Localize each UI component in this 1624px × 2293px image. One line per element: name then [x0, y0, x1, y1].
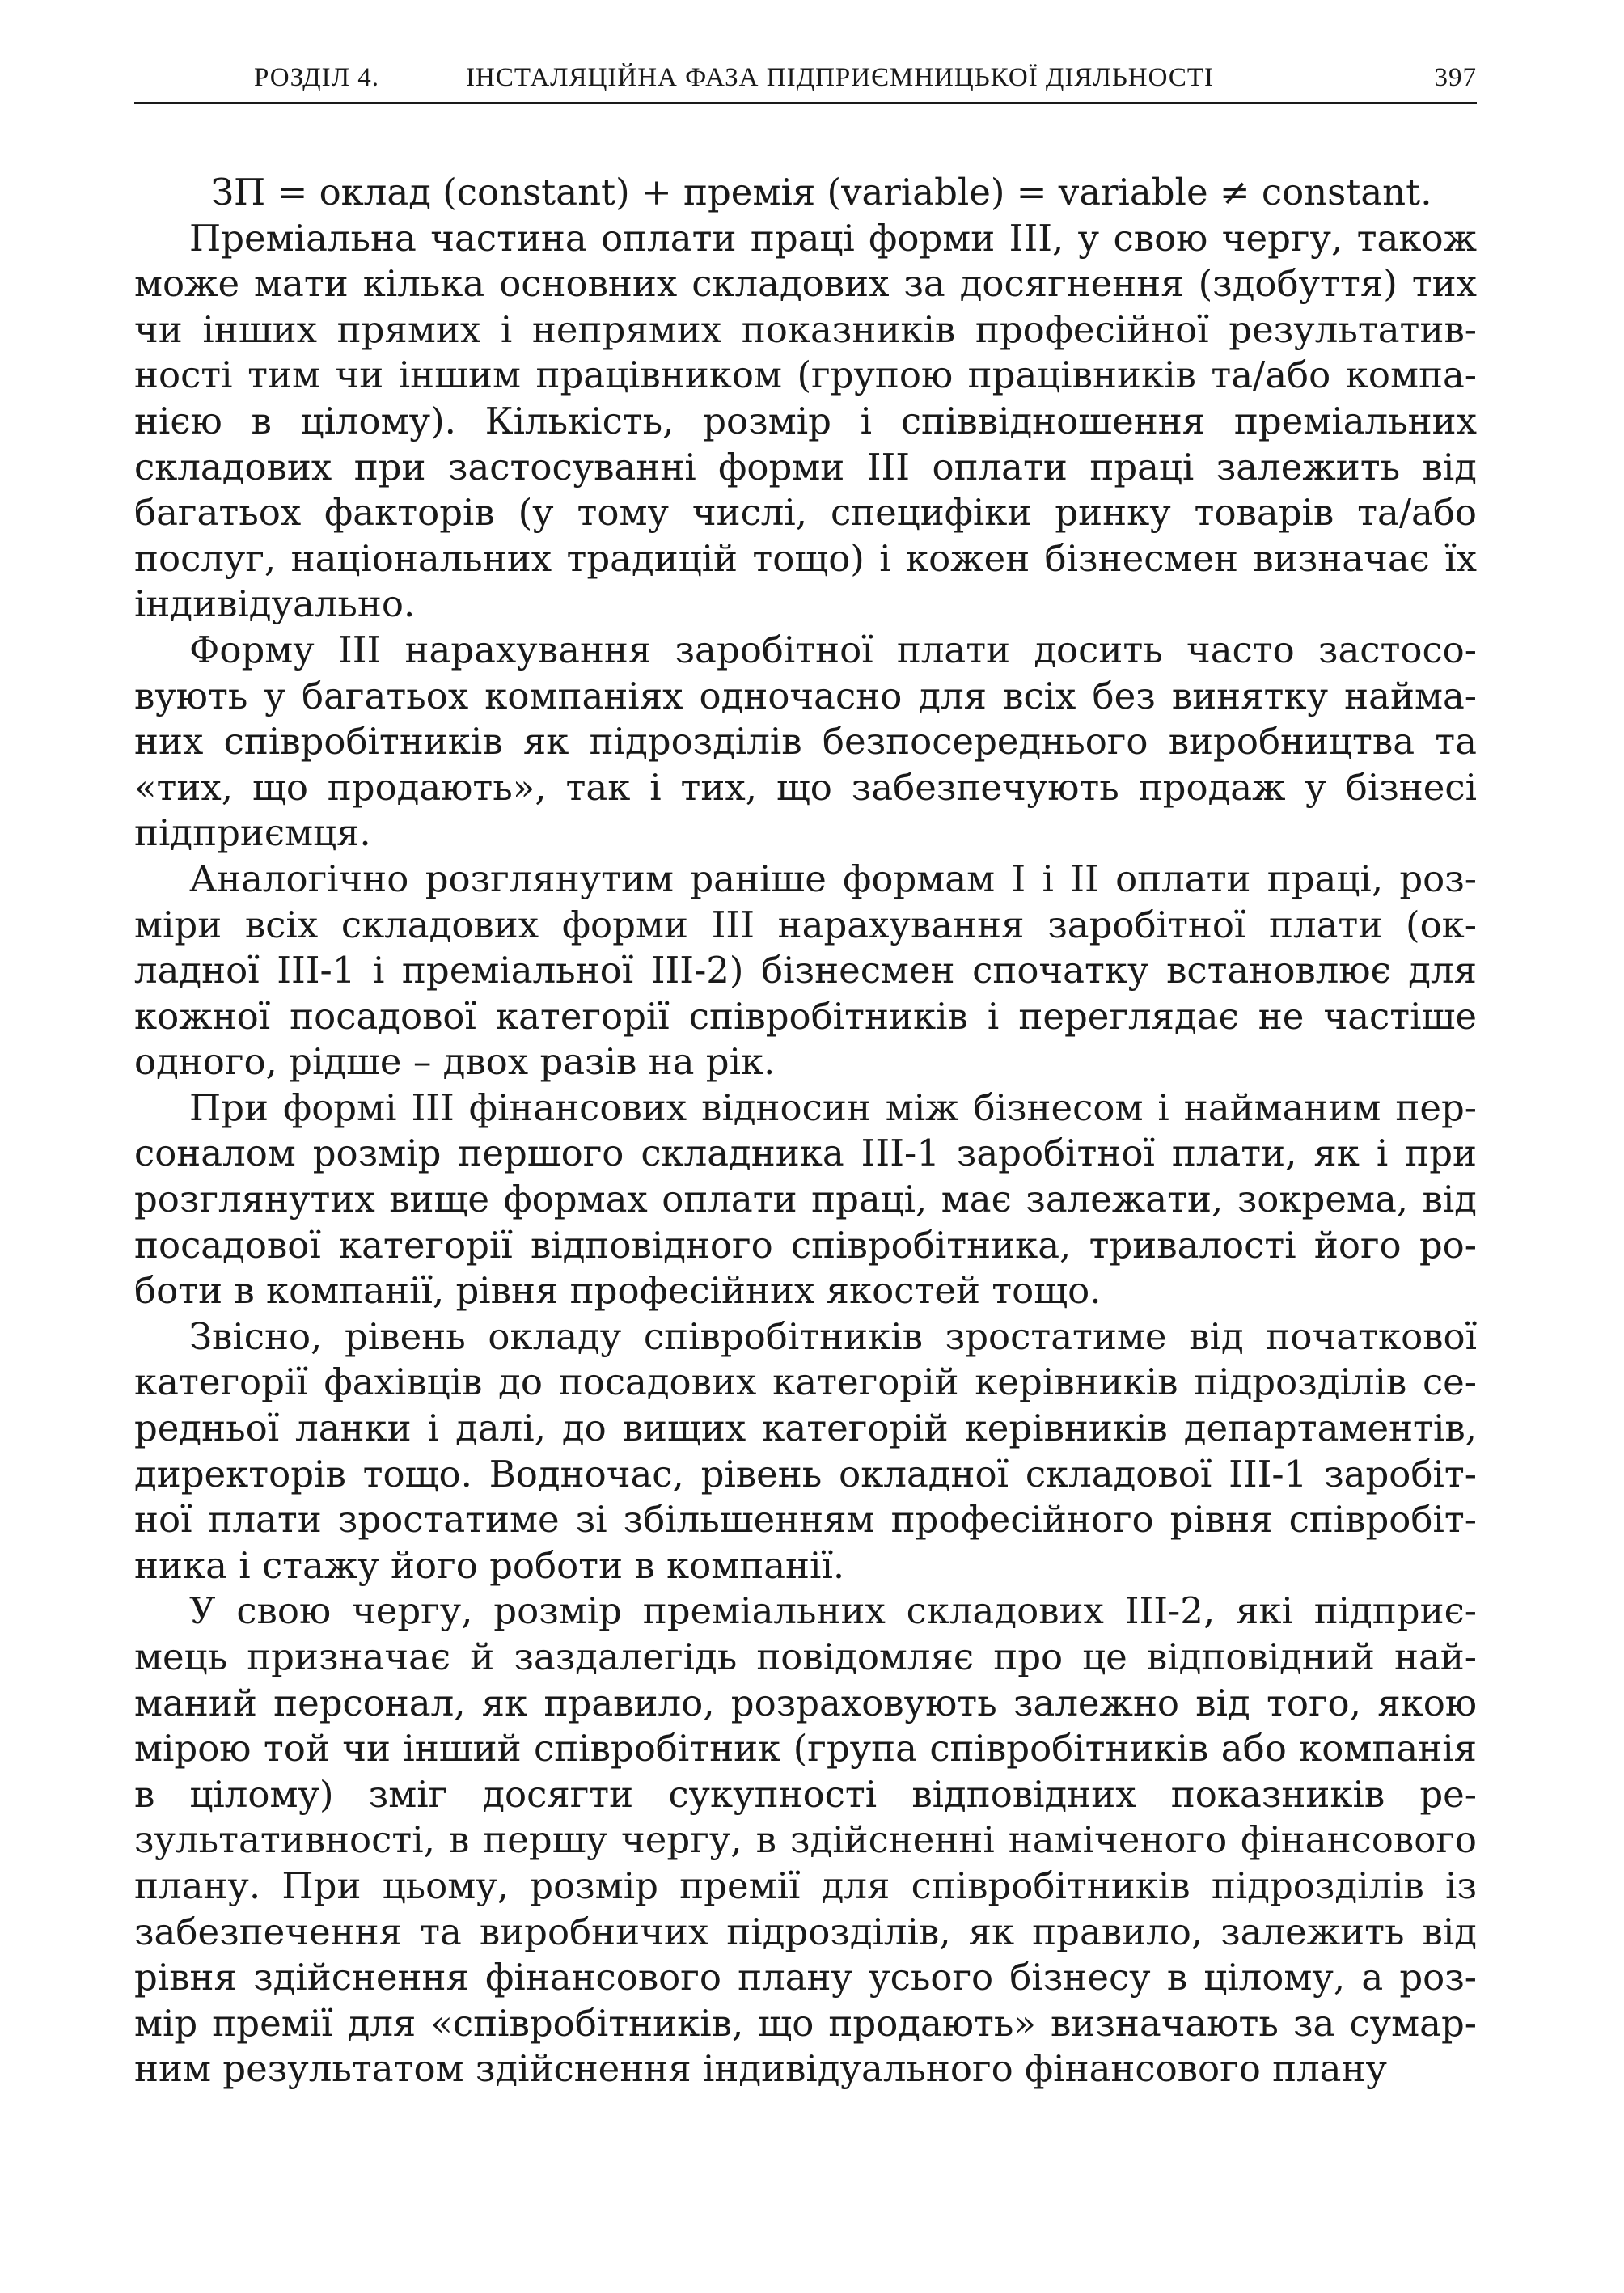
paragraph: Преміальна частина оплати праці форми III, у свою чергу, також може мати кілька основних складових за досягнення (здобуття) тих чи інших прямих і непрямих показників професійної результативності тим чи іншим працівником (групою працівників та/або компанією в цілому). Кількість, розмір і співвідношення преміальних складових при застосуванні форми III оплати праці залежить від багатьох факторів (у тому числі, специфіки ринку товарів та/або послуг, національних традицій тощо) і кожен бізнесмен визначає їх індивідуально. [134, 216, 1477, 626]
page-body [134, 170, 1477, 2092]
running-header [134, 58, 1477, 104]
chapter-label: РОЗДІЛ 4. [254, 63, 379, 92]
section-title: ІНСТАЛЯЦІЙНА ФАЗА ПІДПРИЄМНИЦЬКОЇ ДІЯЛЬНОСТІ [466, 63, 1214, 92]
paragraph: Аналогічно розглянутим раніше формам I і II оплати праці, розміри всіх складових форми III нарахування заробітної плати (окладної III-1 і преміальної III-2) бізнесмен спочатку встановлює для кожної посадової категорії співробітників і переглядає не частіше одного, рідше – двох разів на рік. [134, 857, 1477, 1084]
paragraph: При формі III фінансових відносин між бізнесом і найманим персоналом розмір першого складника III-1 заробітної плати, як і при розглянутих вище формах оплати праці, має залежати, зокрема, від посадової категорії відповідного співробітника, тривалості його роботи в компанії, рівня професійних якостей тощо. [134, 1085, 1477, 1313]
page-number: 397 [1434, 63, 1477, 92]
paragraph: Форму III нарахування заробітної плати досить часто застосовують у багатьох компаніях одночасно для всіх без винятку найманих співробітників як підрозділів безпосереднього виробництва та «тих, що продають», так і тих, що забезпечують продаж у бізнесі підприємця. [134, 628, 1477, 855]
paragraph: Звісно, рівень окладу співробітників зростатиме від початкової категорії фахівців до посадових категорій керівників підрозділів середньої ланки і далі, до вищих категорій керівників департаментів, директорів тощо. Водночас, рівень окладної складової III-1 заробітної плати зростатиме зі збільшенням професійного рівня співробітника і стажу його роботи в компанії. [134, 1314, 1477, 1587]
salary-formula: ЗП = оклад (constant) + премія (variable) = variable ≠ constant. [211, 171, 1432, 214]
paragraph: У свою чергу, розмір преміальних складових III-2, які підприємець призначає й заздалегідь повідомляє про це відповідний найманий персонал, як правило, розраховують залежно від того, якою мірою той чи інший співробітник (група співробітників або компанія в цілому) зміг досягти сукупності відповідних показників результативності, в першу чергу, в здійсненні наміченого фінансового плану. При цьому, розмір премії для співробітників підрозділів із забезпечення та виробничих підрозділів, як правило, залежить від рівня здійснення фінансового плану усього бізнесу в цілому, а розмір премії для «співробітників, що продають» визначають за сумарним результатом здійснення індивідуального фінансового плану [134, 1589, 1477, 2091]
